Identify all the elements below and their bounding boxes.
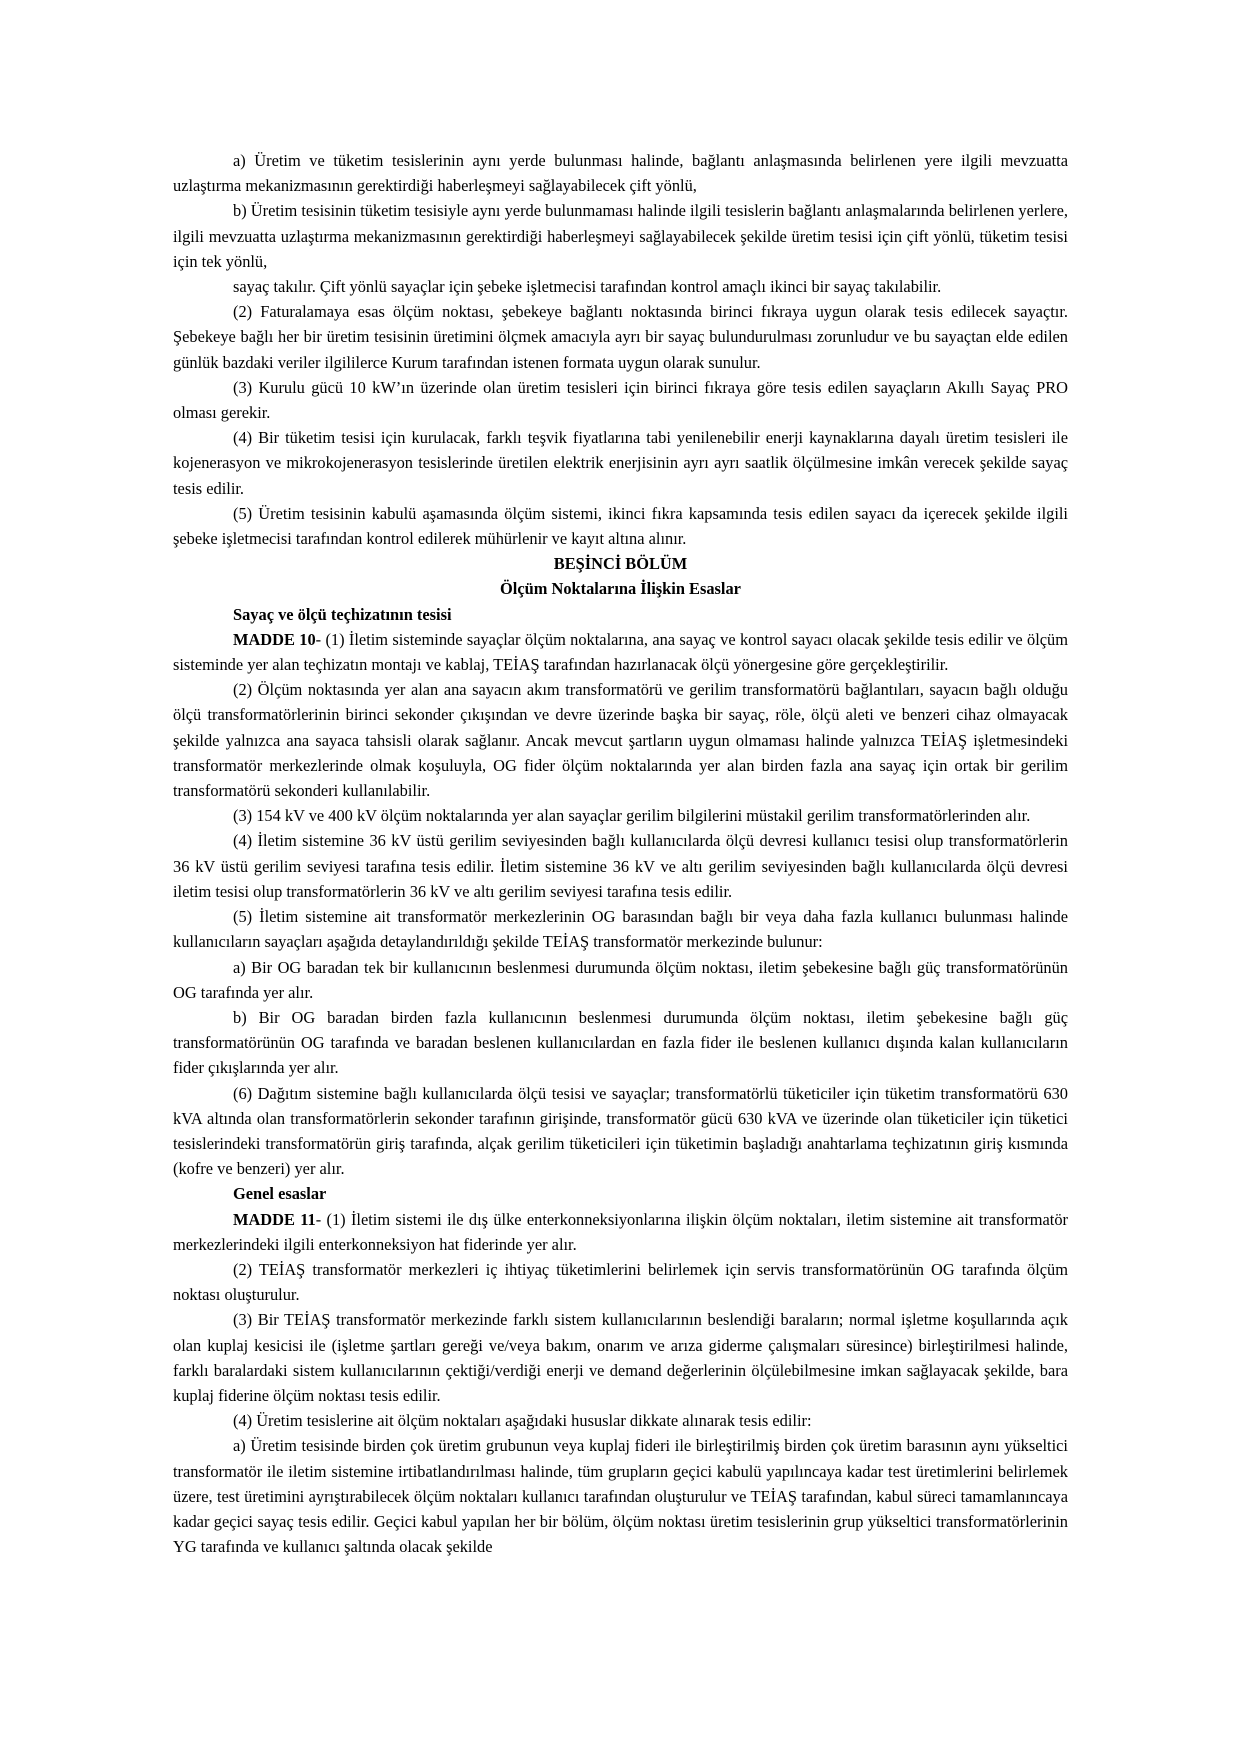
paragraph: (6) Dağıtım sistemine bağlı kullanıcılarda ölçü tesisi ve sayaçlar; transformatörlü tüketiciler için tüketim transformatörü 630 kVA altında olan transformatörlerin sekonder tarafının girişinde, transformatör gücü 630 kVA ve üzerinde olan tüketiciler için tüketici tesislerindeki transformatörün giriş tarafında, alçak gerilim tüketicileri için tüketimin başladığı anahtarlama teçhizatının giriş kısmında (kofre ve benzeri) yer alır. (173, 1083, 1068, 1179)
paragraph: (3) Bir TEİAŞ transformatör merkezinde farklı sistem kullanıcılarının beslendiği baraların; normal işletme koşullarında açık olan kuplaj kesicisi ile (işletme şartları gereği ve/veya bakım, onarım ve arıza giderme çalışmaları süresince) birleştirilmesi halinde, farklı baralardaki sistem kullanıcılarının çektiği/verdiği enerji ve demand değerlerinin ölçülebilmesine imkan sağlayacak şekilde, bara kuplaj fiderine ölçüm noktası tesis edilir. (173, 1310, 1068, 1405)
paragraph: sayaç takılır. Çift yönlü sayaçlar için şebeke işletmecisi tarafından kontrol amaçlı ikinci bir sayaç takılabilir. (233, 277, 942, 297)
paragraph: (2) Ölçüm noktasında yer alan ana sayacın akım transformatörü ve gerilim transformatörü bağlantıları, sayacın bağlı olduğu ölçü transformatörlerinin birinci sekonder çıkışından ve devre üzerinde başka bir sayaç, röle, ölçü aleti ve benzeri cihaz olmayacak şekilde yalnızca ana sayaca tahsisli olarak sağlanır. Ancak mevcut şartların uygun olmaması halinde yalnızca TEİAŞ işletmesindeki transformatör merkezlerinde olmak koşuluyla, OG fider ölçüm noktalarında yer alan birden fazla ana sayaç için ortak bir gerilim transformatörü sekonderi kullanılabilir. (173, 680, 1068, 801)
article-heading: Genel esaslar (233, 1184, 327, 1204)
paragraph: (3) 154 kV ve 400 kV ölçüm noktalarında yer alan sayaçlar gerilim bilgilerini müstakil gerilim transformatörlerinden alır. (233, 806, 1031, 826)
article-heading: Sayaç ve ölçü teçhizatının tesisi (233, 604, 452, 624)
article-label: MADDE 10 (233, 629, 316, 649)
section-title: Ölçüm Noktalarına İlişkin Esaslar (500, 579, 741, 599)
paragraph: a) Üretim ve tüketim tesislerinin aynı yerde bulunması halinde, bağlantı anlaşmasında belirlenen yere ilgili mevzuatta uzlaştırma mekanizmasının gerektirdiği haberleşmeyi sağlayabilecek çift yönlü, (173, 151, 1068, 196)
article-text: - (1) İletim sisteminde sayaçlar ölçüm noktalarına, ana sayaç ve kontrol sayacı olacak şekilde tesis edilir ve ölçüm sisteminde yer alan teçhizatın montajı ve kablaj, TEİAŞ tarafından hazırlanacak ölçü yönergesine göre gerçekleştirilir. (173, 629, 1068, 675)
paragraph: (2) TEİAŞ transformatör merkezleri iç ihtiyaç tüketimlerini belirlemek için servis transformatörünün OG tarafında ölçüm noktası oluşturulur. (173, 1259, 1068, 1305)
paragraph: b) Üretim tesisinin tüketim tesisiyle aynı yerde bulunmaması halinde ilgili tesislerin bağlantı anlaşmalarında belirlenen yerlere, ilgili mevzuatta uzlaştırma mekanizmasının gerektirdiği haberleşmeyi sağlayabilecek şekilde üretim tesisi için çift yönlü, tüketim tesisi için tek yönlü, (173, 201, 1068, 271)
paragraph: (5) İletim sistemine ait transformatör merkezlerinin OG barasından bağlı bir veya daha fazla kullanıcı bulunması halinde kullanıcıların sayaçları aşağıda detaylandırıldığı şekilde TEİAŞ transformatör merkezinde bulunur: (173, 907, 1068, 952)
section-number: BEŞİNCİ BÖLÜM (553, 554, 688, 574)
paragraph: (4) İletim sistemine 36 kV üstü gerilim seviyesinden bağlı kullanıcılarda ölçü devresi kullanıcı tesisi olup transformatörlerin 36 kV üstü gerilim seviyesi tarafına tesis edilir. İletim sistemine 36 kV ve altı gerilim seviyesinden bağlı kullanıcılarda ölçü devresi iletim tesisi olup transformatörlerin 36 kV ve altı gerilim seviyesi tarafına tesis edilir. (173, 831, 1068, 901)
paragraph: (4) Üretim tesislerine ait ölçüm noktaları aşağıdaki hususlar dikkate alınarak tesis edilir: (233, 1411, 812, 1431)
paragraph: (2) Faturalamaya esas ölçüm noktası, şebekeye bağlantı noktasında birinci fıkraya uygun olarak tesis edilecek sayaçtır. Şebekeye bağlı her bir üretim tesisinin üretimini ölçmek amacıyla ayrı bir sayaç bulundurulması zorunludur ve bu sayaçtan elde edilen günlük bazdaki veriler ilgililerce Kurum tarafından istenen formata uygun olarak sunulur. (173, 302, 1068, 372)
paragraph: b) Bir OG baradan birden fazla kullanıcının beslenmesi durumunda ölçüm noktası, iletim şebekesine bağlı güç transformatörünün OG tarafında ve baradan beslenen kullanıcılardan en fazla fider ile beslenen kullanıcı dışında kalan kullanıcıların fider çıkışlarında yer alır. (173, 1007, 1068, 1078)
document-page (173, 148, 1068, 1559)
article-text: - (1) İletim sistemi ile dış ülke enterkonneksiyonlarına ilişkin ölçüm noktaları, iletim sistemine ait transformatör merkezlerindeki ilgili enterkonneksiyon hat fiderinde yer alır. (173, 1209, 1069, 1254)
paragraph: (4) Bir tüketim tesisi için kurulacak, farklı teşvik fiyatlarına tabi yenilenebilir enerji kaynaklarına dayalı üretim tesisleri ile kojenerasyon ve mikrokojenerasyon tesislerinde üretilen elektrik enerjisinin ayrı ayrı saatlik ölçülmesine imkân verecek şekilde sayaç tesis edilir. (173, 428, 1068, 498)
article-paragraph (173, 627, 1068, 677)
paragraph: (5) Üretim tesisinin kabulü aşamasında ölçüm sistemi, ikinci fıkra kapsamında tesis edilen sayacı da içerecek şekilde ilgili şebeke işletmecisi tarafından kontrol edilerek mühürlenir ve kayıt altına alınır. (173, 503, 1068, 549)
paragraph: a) Bir OG baradan tek bir kullanıcının beslenmesi durumunda ölçüm noktası, iletim şebekesine bağlı güç transformatörünün OG tarafında yer alır. (173, 957, 1068, 1002)
paragraph: (3) Kurulu gücü 10 kW’ın üzerinde olan üretim tesisleri için birinci fıkraya göre tesis edilen sayaçların Akıllı Sayaç PRO olması gerekir. (173, 377, 1068, 423)
article-label: MADDE 11 (233, 1209, 316, 1229)
paragraph: a) Üretim tesisinde birden çok üretim grubunun veya kuplaj fideri ile birleştirilmiş birden çok üretim barasının aynı yükseltici transformatör ile iletim sistemine irtibatlandırılması halinde, tüm grupların geçici kabulü yapılıncaya kadar test üretimlerini belirlemek üzere, test üretimini ayrıştırabilecek ölçüm noktaları kullanıcı tarafından oluşturulur ve TEİAŞ tarafından, kabul süreci tamamlanıncaya kadar geçici sayaç tesis edilir. Geçici kabul yapılan her bir bölüm, ölçüm noktası üretim tesislerinin grup yükseltici transformatörlerinin YG tarafında ve kullanıcı şaltında olacak şekilde (173, 1436, 1068, 1557)
article-paragraph (173, 1207, 1068, 1257)
